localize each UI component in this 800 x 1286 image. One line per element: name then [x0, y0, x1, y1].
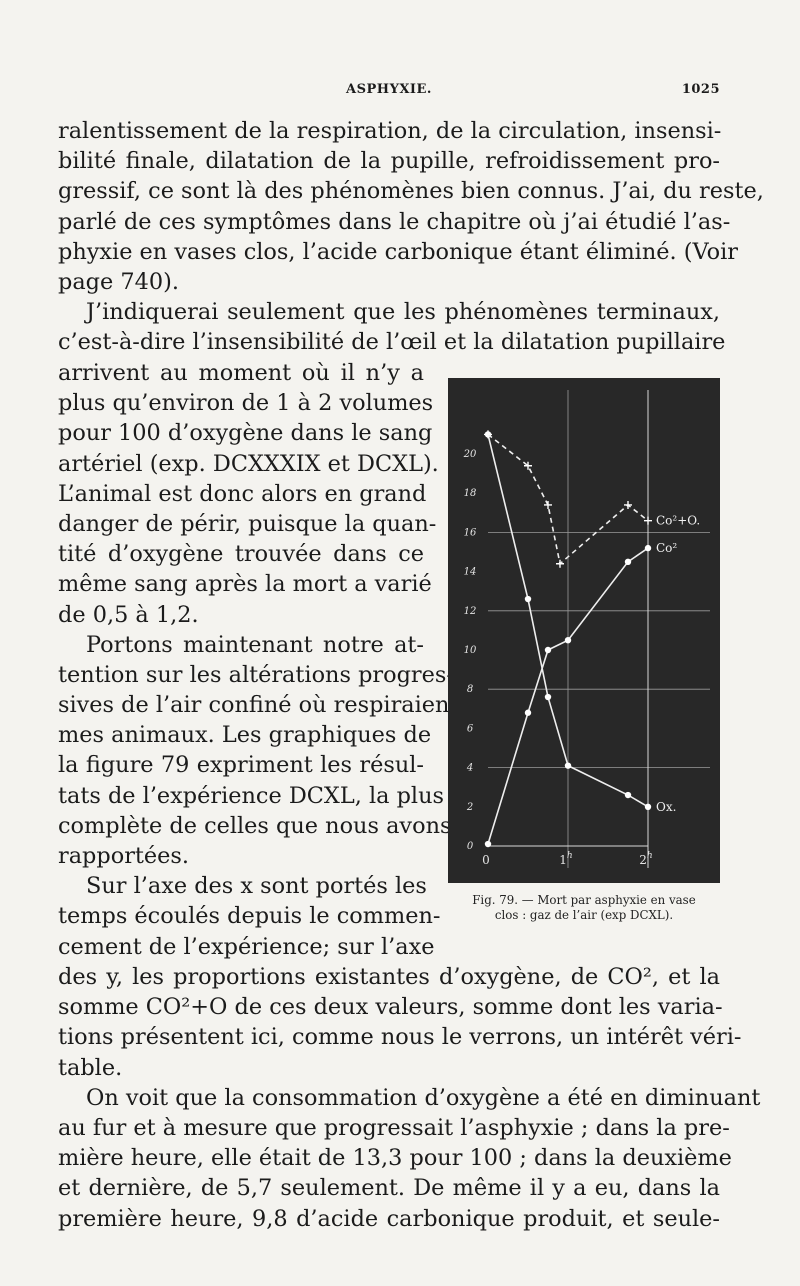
text-line: danger de périr, puisque la quan-	[58, 510, 437, 537]
x-tick-label: 2$^h$	[639, 851, 653, 867]
data-point	[485, 841, 491, 847]
y-tick-label: 14	[463, 566, 477, 578]
data-point	[545, 647, 551, 653]
text-line: au fur et à mesure que progressait l’asphyxie ; dans la pre-	[58, 1114, 730, 1141]
text-line: tats de l’expérience DCXL, la plus	[58, 782, 444, 809]
data-point	[525, 596, 531, 602]
text-line: même sang après la mort a varié	[58, 571, 432, 598]
data-point	[565, 762, 571, 768]
text-line: phyxie en vases clos, l’acide carbonique étant éliminé. (Voir	[58, 238, 738, 265]
running-head-title: ASPHYXIE.	[346, 82, 432, 97]
y-tick-label: 6	[466, 723, 474, 735]
text-line: sives de l’air confiné où respiraient	[58, 692, 459, 719]
text-line: c’est-à-dire l’insensibilité de l’œil et la dilatation pupillaire	[58, 329, 726, 356]
text-line: ralentissement de la respiration, de la circulation, insensi-	[58, 118, 722, 144]
y-tick-label: 8	[466, 684, 474, 696]
data-point	[645, 545, 651, 551]
text-line: page 740).	[58, 268, 179, 295]
series-label: Co²	[656, 541, 678, 556]
y-tick-label: 16	[463, 527, 477, 539]
text-line: de 0,5 à 1,2.	[58, 601, 199, 628]
text-line: tions présentent ici, comme nous le verrons, un intérêt véri-	[58, 1024, 742, 1051]
data-point	[625, 559, 631, 565]
text-line: bilité finale, dilatation de la pupille, refroidissement pro-	[58, 148, 720, 175]
text-line: pour 100 d’oxygène dans le sang	[58, 420, 433, 447]
y-tick-label: 0	[466, 841, 474, 852]
text-line: gressif, ce sont là des phénomènes bien connus. J’ai, du reste,	[58, 178, 764, 205]
caption-line-1: Fig. 79. — Mort par asphyxie en vase	[472, 893, 696, 907]
figure-caption	[448, 893, 720, 923]
page-number: 1025	[681, 82, 720, 97]
text-line: première heure, 9,8 d’acide carbonique produit, et seule-	[58, 1205, 720, 1232]
y-tick-label: 4	[466, 762, 474, 774]
text-line: et dernière, de 5,7 seulement. De même il y a eu, dans la	[58, 1175, 720, 1202]
text-line: L’animal est donc alors en grand	[58, 480, 427, 507]
text-line: Sur l’axe des x sont portés les	[86, 873, 427, 900]
text-line: des y, les proportions existantes d’oxygène, de CO², et la	[58, 964, 720, 990]
data-point	[544, 501, 552, 509]
text-line: mière heure, elle était de 13,3 pour 100 ; dans la deuxième	[58, 1145, 732, 1172]
y-tick-label: 2	[466, 801, 474, 813]
text-line: parlé de ces symptômes dans le chapitre où j’ai étudié l’as-	[58, 208, 731, 235]
data-point	[565, 637, 571, 643]
data-point	[525, 710, 531, 716]
text-line: tention sur les altérations progres-	[58, 661, 454, 688]
text-line: mes animaux. Les graphiques de	[58, 722, 432, 749]
y-tick-label: 18	[463, 488, 477, 500]
text-line: Portons maintenant notre at-	[86, 631, 424, 658]
x-tick-label: 1$^h$	[559, 851, 573, 867]
text-line: tité d’oxygène trouvée dans ce	[58, 541, 424, 568]
text-line: la figure 79 expriment les résul-	[58, 752, 424, 779]
y-tick-label: 20	[463, 449, 477, 460]
running-head	[58, 82, 720, 106]
text-line: table.	[58, 1054, 123, 1081]
data-point	[545, 694, 551, 700]
data-point	[644, 517, 652, 525]
caption-line-2: clos : gaz de l’air (exp DCXL).	[494, 908, 674, 922]
text-line: artériel (exp. DCXXXIX et DCXL).	[58, 450, 439, 477]
text-line: complète de celles que nous avons	[58, 812, 452, 839]
data-point	[556, 560, 564, 568]
text-line: temps écoulés depuis le commen-	[58, 903, 441, 930]
data-point	[645, 804, 651, 810]
y-tick-label: 12	[463, 605, 477, 617]
text-line: cement de l’expérience; sur l’axe	[58, 933, 435, 960]
paragraph-bottom	[58, 962, 761, 1234]
text-line: On voit que la consommation d’oxygène a été en diminuant	[86, 1084, 761, 1111]
text-line: rapportées.	[58, 843, 190, 869]
series-label: Co²+O.	[656, 513, 701, 528]
text-line: arrivent au moment où il n’y a	[58, 360, 424, 386]
text-line: J’indiquerai seulement que les phénomènes terminaux,	[86, 299, 720, 326]
text-line: plus qu’environ de 1 à 2 volumes	[58, 390, 434, 417]
series-label: Ox.	[656, 799, 677, 814]
x-tick-label: 0	[482, 853, 490, 867]
text-line: somme CO²+O de ces deux valeurs, somme dont les varia-	[58, 994, 723, 1021]
y-tick-label: 10	[463, 645, 477, 656]
asphyxia-chart	[448, 378, 720, 883]
data-point	[625, 792, 631, 798]
figure-79	[448, 378, 720, 923]
paragraph-narrow	[58, 358, 459, 962]
data-point	[624, 501, 632, 509]
paragraph-top	[58, 116, 764, 358]
